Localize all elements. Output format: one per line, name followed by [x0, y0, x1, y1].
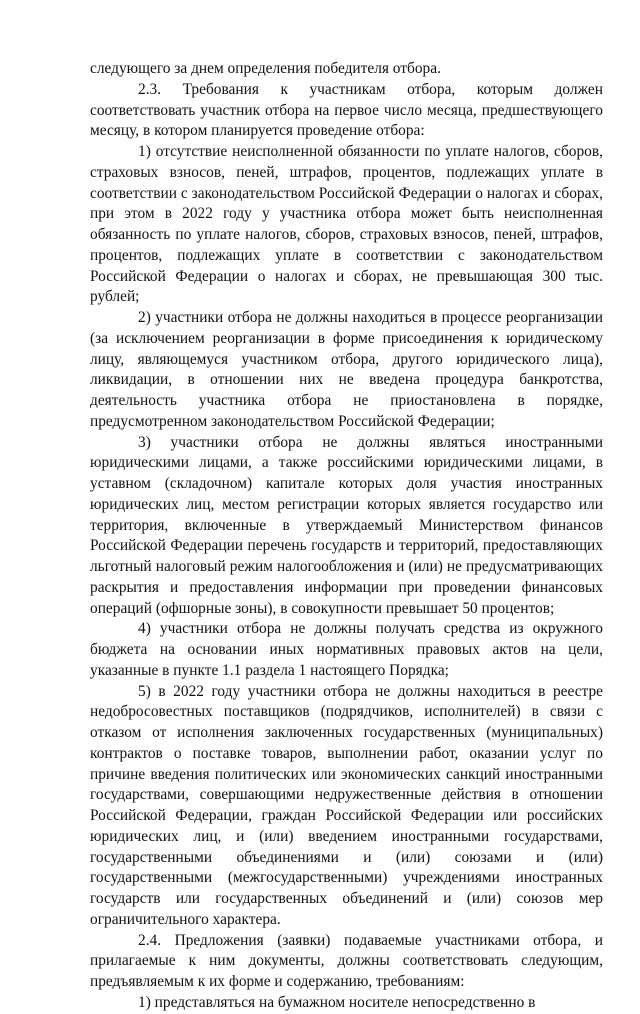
paragraph-requirement-4: 4) участники отбора не должны получать средства из окружного бюджета на основании иных нормативных правовых актов на цели, указанные в пункте 1.1 раздела 1 настоящего Порядка;	[90, 620, 603, 679]
paragraph-requirement-5: 5) в 2022 году участники отбора не должны находиться в реестре недобросовестных поставщиков (подрядчиков, исполнителей) в связи с отказом от исполнения заключенных государственных (муниципальных) контрактов о поставке товаров, выполнении работ, оказании услуг по причине введения политических или экономических санкций иностранными государствами, совершающими недружественные действия в отношении Российской Федерации, граждан Российской Федерации или российских юридических лиц, и (или) введением иностранными государствами, государственными объединениями и (или) союзами и (или) государственными (межгосударственными) учреждениями иностранных государств или государственных объединений и (или) союзов мер ограничительного характера.	[90, 682, 603, 928]
paragraph-requirement-3: 3) участники отбора не должны являться иностранными юридическими лицами, а также российскими юридическими лицами, в уставном (складочном) капитале которых доля участия иностранных юридических лиц, местом регистрации которых является государство или территория, включенные в утверждаемый Министерством финансов Российской Федерации перечень государств и территорий, предоставляющих льготный налоговый режим налогообложения и (или) не предусматривающих раскрытия и предоставления информации при проведении финансовых операций (офшорные зоны), в совокупности превышает 50 процентов;	[90, 433, 603, 617]
document-body	[90, 59, 603, 1014]
paragraph-requirement-2: 2) участники отбора не должны находиться в процессе реорганизации (за исключением реорганизации в форме присоединения к юридическому лицу, являющемуся участником отбора, другого юридического лица), ликвидации, в отношении них не введена процедура банкротства, деятельность участника отбора не приостановлена в порядке, предусмотренном законодательством Российской Федерации;	[90, 309, 603, 430]
paragraph-section-2-4: 2.4. Предложения (заявки) подаваемые участниками отбора, и прилагаемые к ним документы, должны соответствовать следующим, предъявляемым к их форме и содержанию, требованиям:	[90, 931, 603, 990]
paragraph-continuation: следующего за днем определения победителя отбора.	[90, 60, 441, 77]
paragraph-requirement-1: 1) отсутствие неисполненной обязанности по уплате налогов, сборов, страховых взносов, пеней, штрафов, процентов, подлежащих уплате в соответствии с законодательством Российской Федерации о налогах и сборах, при этом в 2022 году у участника отбора может быть неисполненная обязанность по уплате налогов, сборов, страховых взносов, пеней, штрафов, процентов, подлежащих уплате в соответствии с законодательством Российской Федерации о налогах и сборах, не превышающая 300 тыс. рублей;	[90, 143, 603, 306]
paragraph-form-requirement-1: 1) представляться на бумажном носителе непосредственно в	[138, 993, 536, 1011]
paragraph-section-2-3: 2.3. Требования к участникам отбора, которым должен соответствовать участник отбора на первое число месяца, предшествующего месяцу, в котором планируется проведение отбора:	[90, 80, 603, 140]
